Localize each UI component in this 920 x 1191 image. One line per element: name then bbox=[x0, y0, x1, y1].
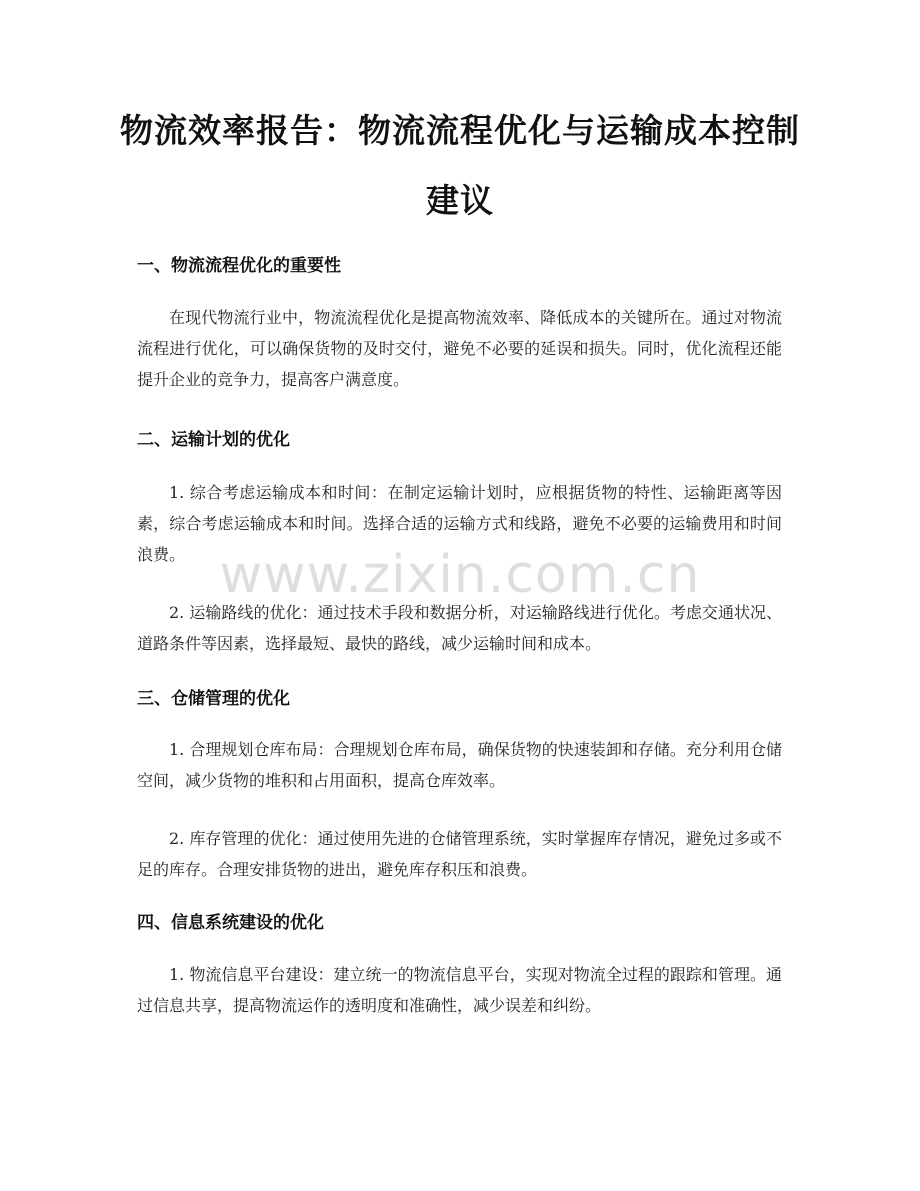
section-2-paragraph-2: 2. 运输路线的优化：通过技术手段和数据分析，对运输路线进行优化。考虑交通状况、道路条件等因素，选择最短、最快的路线，减少运输时间和成本。 bbox=[137, 603, 782, 653]
section-1-paragraph-1: 在现代物流行业中，物流流程优化是提高物流效率、降低成本的关键所在。通过对物流流程进行优化，可以确保货物的及时交付，避免不必要的延误和损失。同时，优化流程还能提升企业的竞争力，提高客户满意度。 bbox=[137, 308, 782, 389]
section-3-paragraph-2: 2. 库存管理的优化：通过使用先进的仓储管理系统，实时掌握库存情况，避免过多或不足的库存。合理安排货物的进出，避免库存积压和浪费。 bbox=[137, 829, 782, 879]
watermark-text: www.zixin.com.cn bbox=[219, 545, 701, 605]
section-heading-1: 一、物流流程优化的重要性 bbox=[137, 256, 341, 276]
section-4-paragraph-1: 1. 物流信息平台建设：建立统一的物流信息平台，实现对物流全过程的跟踪和管理。通过信息共享，提高物流运作的透明度和准确性，减少误差和纠纷。 bbox=[137, 965, 782, 1015]
section-2-paragraph-1: 1. 综合考虑运输成本和时间：在制定运输计划时，应根据货物的特性、运输距离等因素，综合考虑运输成本和时间。选择合适的运输方式和线路，避免不必要的运输费用和时间浪费。 bbox=[137, 483, 782, 564]
section-heading-2: 二、运输计划的优化 bbox=[137, 430, 290, 450]
document-title: 物流效率报告：物流流程优化与运输成本控制建议 bbox=[120, 111, 800, 220]
section-3-paragraph-1: 1. 合理规划仓库布局：合理规划仓库布局，确保货物的快速装卸和存储。充分利用仓储空间，减少货物的堆积和占用面积，提高仓库效率。 bbox=[137, 740, 782, 790]
section-heading-3: 三、仓储管理的优化 bbox=[137, 689, 290, 709]
section-heading-4: 四、信息系统建设的优化 bbox=[137, 913, 324, 933]
